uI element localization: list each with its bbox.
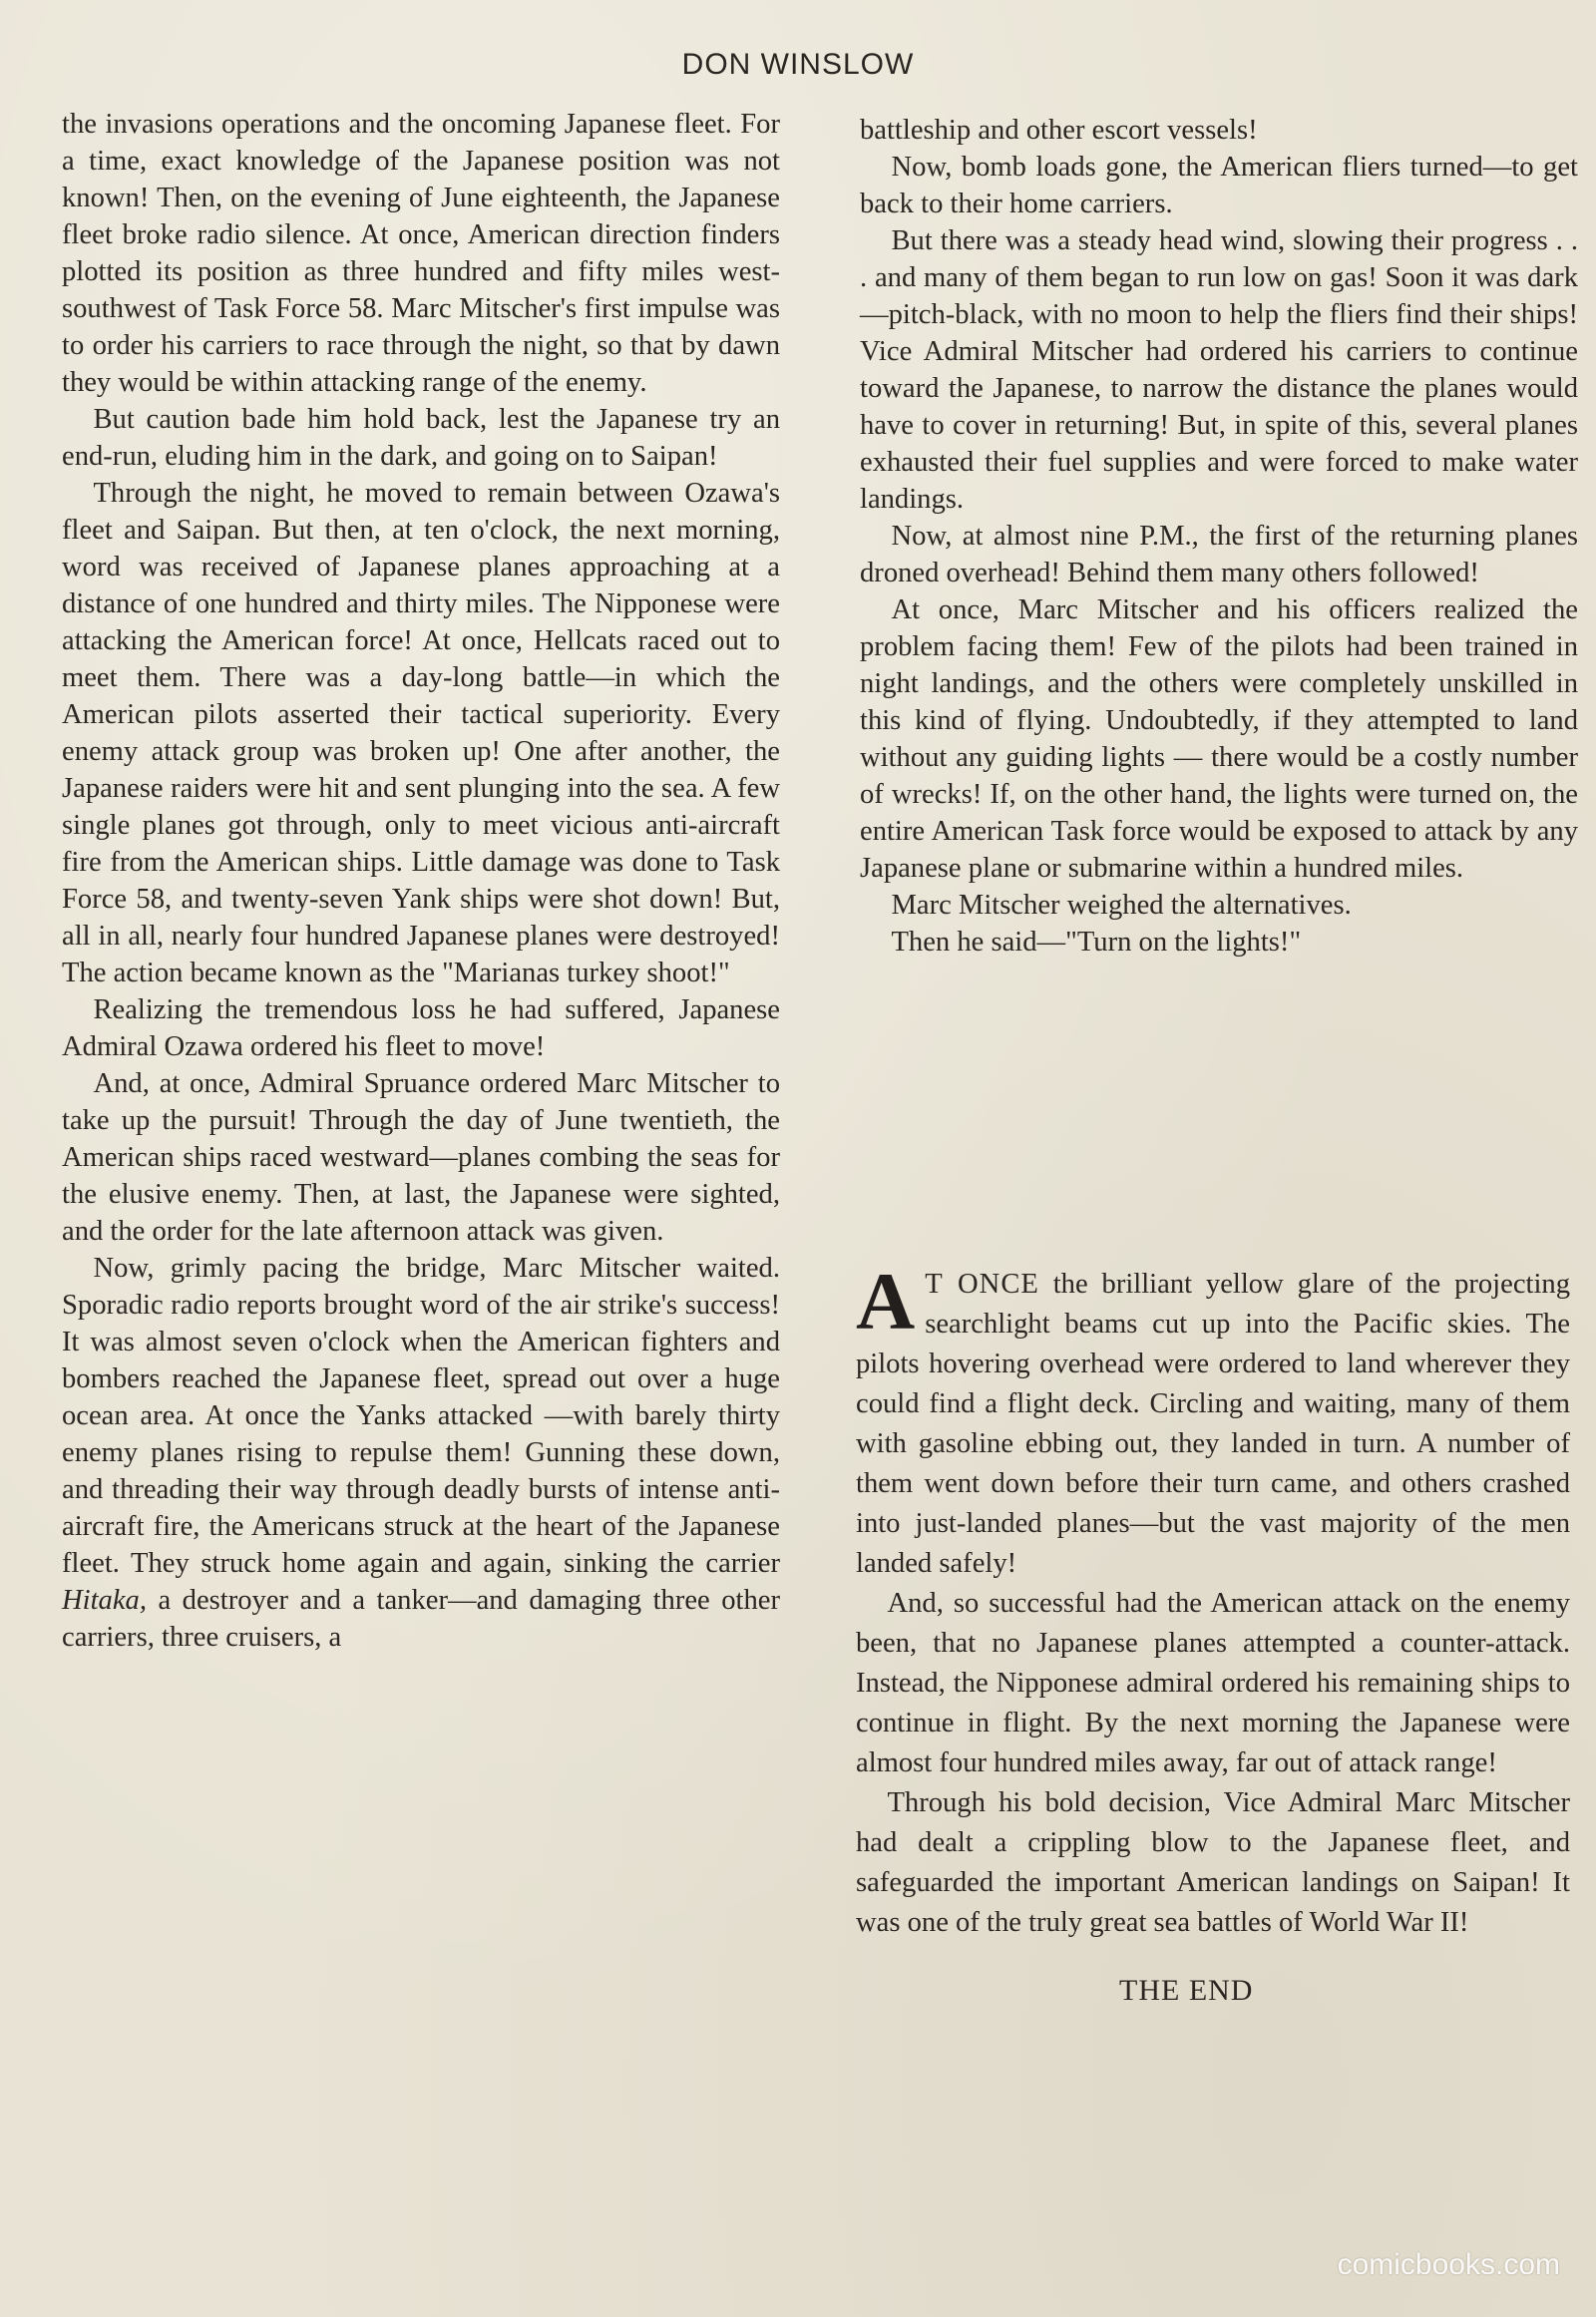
lead-in: T ONCE [925,1269,1039,1300]
left-column [62,106,780,1656]
closing-section [856,1256,1570,2011]
right-column [860,112,1578,961]
paragraph: the invasions operations and the oncoming Japanese fleet. For a time, exact knowledge of the Japanese position was not known! Then, on the evening of June eighteenth, the Japanese fleet broke radio silence. At once, American direction finders plotted its position as three hundred and fifty miles west-southwest of Task Force 58. Marc Mitscher's first impulse was to order his carriers to race through the night, so that by dawn they would be within attacking range of the enemy. [62,109,780,398]
paragraph: Realizing the tremendous loss he had suffered, Japanese Admiral Ozawa ordered his fleet to move! [62,994,780,1062]
paragraph: And, so successful had the American attack on the enemy been, that no Japanese planes attempted a counter-attack. Instead, the Nipponese admiral ordered his remaining ships to continue in flight. By the next morning the Japanese were almost four hundred miles away, far out of attack range! [856,1588,1570,1778]
section-opening-paragraph [856,1256,1570,1584]
ship-name: Hitaka, [62,1585,147,1616]
the-end: THE END [1119,1974,1254,2007]
paragraph: Marc Mitscher weighed the alternatives. [891,890,1352,921]
paragraph: Through the night, he moved to remain between Ozawa's fleet and Saipan. But then, at ten o'clock, the next morning, word was received of Japanese planes approaching at a distance of one hundred and thirty miles. The Nipponese were attacking the American force! At once, Hellcats raced out to meet them. There was a day-long battle—in which the American pilots asserted their tactical superiority. Every enemy attack group was broken up! One after another, the Japanese raiders were hit and sent plunging into the sea. A few single planes got through, only to meet vicious anti-aircraft fire from the American ships. Little damage was done to Task Force 58, and twenty-seven Yank ships were shot down! But, all in all, nearly four hundred Japanese planes were destroyed! The action became known as the "Marianas turkey shoot!" [62,478,780,988]
drop-cap: A [856,1256,916,1347]
paragraph: At once, Marc Mitscher and his officers realized the problem facing them! Few of the pilots had been trained in night landings, and the others were completely unskilled in this kind of flying. Undoubtedly, if they attempted to land without any guiding lights — there would be a costly number of wrecks! If, on the other hand, the lights were turned on, the entire American Task force would be exposed to attack by any Japanese plane or submarine within a hundred miles. [860,594,1578,884]
paragraph: Now, bomb loads gone, the American fliers turned—to get back to their home carriers. [860,152,1578,219]
paragraph-text: Now, grimly pacing the bridge, Marc Mitscher waited. Sporadic radio reports brought word of the air strike's success! It was almost seven o'clock when the American fighters and bombers reached the Japanese fleet, spread out over a huge ocean area. At once the Yanks attacked —with barely thirty enemy planes rising to repulse them! Gunning these down, and threading their way through deadly bursts of intense anti-aircraft fire, the Americans struck at the heart of the Japanese fleet. They struck home again and again, sinking the carrier [62,1253,780,1579]
paragraph: And, at once, Admiral Spruance ordered Marc Mitscher to take up the pursuit! Through the day of June twentieth, the American ships raced westward—planes combing the seas for the elusive enemy. Then, at last, the Japanese were sighted, and the order for the late afternoon attack was given. [62,1068,780,1247]
paragraph-text: the brilliant yellow glare of the projecting searchlight beams cut up into the Pacific skies. The pilots hovering overhead were ordered to land wherever they could find a flight deck. Circling and waiting, many of them with gasoline ebbing out, they landed in turn. A number of them went down before their turn came, and others crashed into just-landed planes—but the vast majority of the men landed safely! [856,1269,1570,1579]
paragraph-with-ship-name [62,1250,780,1656]
running-head: DON WINSLOW [681,48,915,81]
paragraph: Now, at almost nine P.M., the first of the returning planes droned overhead! Behind them many others followed! [860,521,1578,588]
paragraph: But caution bade him hold back, lest the Japanese try an end-run, eluding him in the dark, and going on to Saipan! [62,404,780,472]
paragraph: Then he said—"Turn on the lights!" [891,927,1302,958]
paragraph: battleship and other escort vessels! [860,115,1258,146]
watermark: comicbooks.com [1337,2248,1560,2281]
paragraph-tail: a destroyer and a tanker—and damaging three other carriers, three cruisers, a [62,1585,780,1653]
paragraph: But there was a steady head wind, slowing their progress . . . and many of them began to run low on gas! Soon it was dark—pitch-black, with no moon to help the fliers find their ships! Vice Admiral Mitscher had ordered his carriers to continue toward the Japanese, to narrow the distance the planes would have to cover in returning! But, in spite of this, several planes exhausted their fuel supplies and were forced to make water landings. [860,225,1578,515]
paragraph: Through his bold decision, Vice Admiral Marc Mitscher had dealt a crippling blow to the Japanese fleet, and safeguarded the important American landings on Saipan! It was one of the truly great sea battles of World War II! [856,1787,1570,1938]
